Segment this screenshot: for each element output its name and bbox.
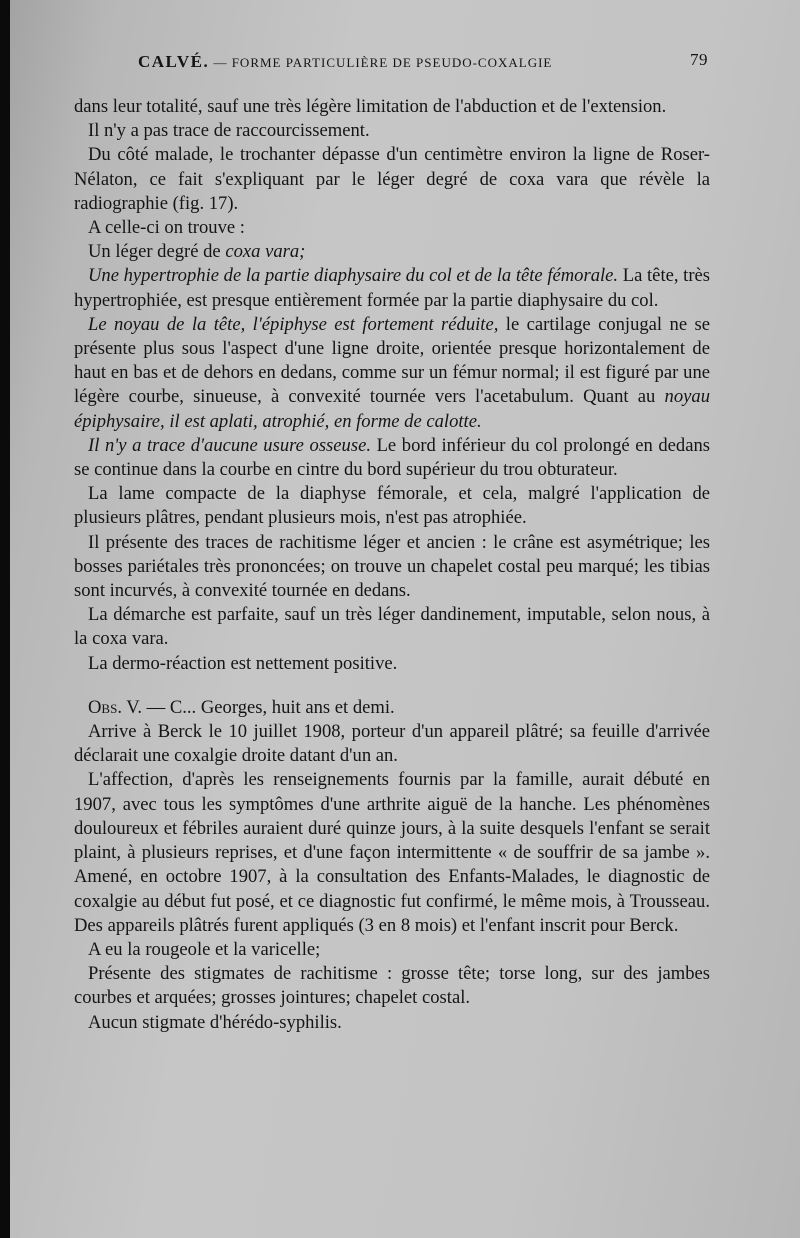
text-run: le cartilage conjugal ne se présente plus sous l'aspect d'une ligne droite, orientée presque horizontalement de haut en bas et de dehors en dedans, comme sur un fémur normal; il est figuré par une légère courbe, sinueuse, à convexité tournée vers l'acetabulum. Quant au (74, 313, 710, 408)
italic-text-run: Une hypertrophie de la partie diaphysaire du col et de la tête fémorale. (88, 265, 619, 287)
paragraph: Arrive à Berck le 10 juillet 1908, porteur d'un appareil plâtré; sa feuille d'arrivée déclarait une coxalgie droite datant d'un an. (74, 721, 710, 767)
paragraph: La lame compacte de la diaphyse fémorale, et cela, malgré l'application de plusieurs plâtres, pendant plusieurs mois, n'est pas atrophiée. (74, 483, 710, 529)
header-author: CALVÉ. (138, 52, 210, 71)
italic-text-run: Il n'y a trace d'aucune usure osseuse. (88, 434, 371, 456)
text-run: La tête, très hypertrophiée, est presque entièrement formée par la partie diaphysaire du col. (74, 265, 711, 311)
paragraph: Du côté malade, le trochanter dépasse d'un centimètre environ la ligne de Roser-Nélaton, ce fait s'expliquant par le léger degré de coxa vara que révèle la radiographie (fig. 17). (74, 144, 710, 214)
paragraph: A eu la rougeole et la varicelle; (88, 938, 321, 960)
paragraph: La dermo-réaction est nettement positive. (88, 652, 398, 674)
italic-text-run: noyau épiphysaire, il est aplati, atrophié, en forme de calotte. (74, 386, 710, 432)
page-number: 79 (690, 50, 708, 69)
paragraph: Il présente des traces de rachitisme léger et ancien : le crâne est asymétrique; les bosses pariétales très prononcées; on trouve un chapelet costal peu marqué; les tibias sont incurvés, à convexité tournée en dedans. (74, 531, 710, 602)
book-page (10, 0, 800, 1238)
text-run: — C... Georges, huit ans et demi. (141, 696, 395, 718)
italic-text-run: Le noyau de la tête, l'épiphyse est fortement réduite, (88, 313, 499, 335)
paragraph: La démarche est parfaite, sauf un très léger dandinement, imputable, selon nous, à la coxa vara. (74, 604, 710, 650)
italic-text-run: coxa vara; (225, 241, 306, 263)
paragraph: Aucun stigmate d'hérédo-syphilis. (88, 1011, 342, 1033)
header-title: — FORME PARTICULIÈRE DE PSEUDO-COXALGIE (209, 55, 553, 70)
paragraph: dans leur totalité, sauf une très légère limitation de l'abduction et de l'extension. (74, 96, 667, 117)
paragraph: Il n'y a pas trace de raccourcissement. (88, 120, 370, 142)
paragraph: A celle-ci on trouve : (88, 217, 245, 239)
page-body (74, 95, 710, 1035)
text-run: Un léger degré de (88, 241, 226, 263)
paragraph (74, 313, 710, 434)
paragraph (74, 264, 710, 312)
text-run: Le bord inférieur du col prolongé en dedans se continue dans la courbe en cintre du bord supérieur du trou obturateur. (74, 434, 710, 481)
paragraph (74, 240, 710, 264)
paragraph: L'affection, d'après les renseignements fournis par la famille, aurait débuté en 1907, avec tous les symptômes d'une arthrite aiguë de la hanche. Les phénomènes douloureux et fébriles auraient duré quinze jours, à la suite desquels l'enfant se serait plaint, à plusieurs reprises, et d'une façon intermittente « de souffrir de sa jambe ». Amené, en octobre 1907, à la consultation des Enfants-Malades, le diagnostic de coxalgie au début fut posé, et ce diagnostic fut confirmé, le même mois, à Trousseau. Des appareils plâtrés furent appliqués (3 en 8 mois) et l'enfant inscrit pour Berck. (74, 769, 710, 936)
observation-heading (74, 696, 710, 720)
paragraph: Présente des stigmates de rachitisme : grosse tête; torse long, sur des jambes courbes et arquées; grosses jointures; chapelet costal. (74, 963, 710, 1009)
running-header (138, 52, 718, 84)
paragraph (74, 434, 710, 482)
observation-label: Obs. V. (88, 696, 142, 718)
